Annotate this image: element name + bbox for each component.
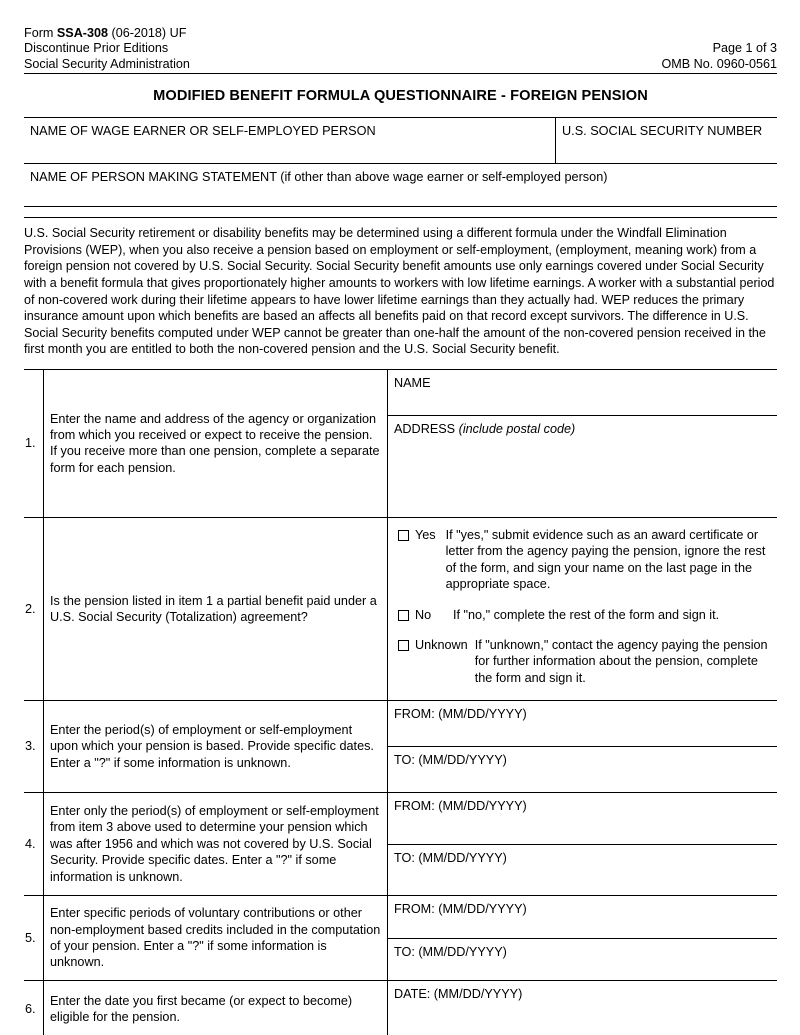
item-answer-area (388, 701, 777, 792)
table-row (24, 896, 777, 981)
eligibility-date-field[interactable] (388, 981, 777, 1002)
statement-name-field[interactable] (24, 164, 777, 207)
checkbox-no-icon[interactable] (398, 610, 409, 621)
form-header (24, 26, 777, 74)
period-from-field[interactable] (388, 701, 777, 747)
item-answer-area (388, 518, 777, 700)
form-edition-label: (06-2018) UF (108, 26, 187, 40)
page-number-label: Page 1 of 3 (712, 41, 777, 56)
option-yes[interactable] (398, 527, 773, 593)
period-to-field[interactable] (388, 747, 777, 791)
name-sublabel: NAME (394, 375, 431, 390)
option-no-label: No (415, 607, 432, 622)
item-question: Enter specific periods of voluntary contributions or other non-employment based credits included in the computation of your pension. Enter a "?" if some information is unknown. (44, 896, 388, 980)
omb-number-label: OMB No. 0960-0561 (661, 56, 777, 71)
from-sublabel: FROM: (MM/DD/YYYY) (394, 706, 527, 721)
totalization-options-group (388, 518, 777, 686)
to-sublabel: TO: (MM/DD/YYYY) (394, 850, 507, 865)
item-question: Enter the date you first became (or expect to become) eligible for the pension. (44, 981, 388, 1035)
item-number: 3. (24, 701, 44, 792)
pension-agency-address-field[interactable] (388, 416, 777, 516)
pension-agency-name-field[interactable] (388, 370, 777, 416)
item-number: 6. (24, 981, 44, 1035)
intro-paragraph: U.S. Social Security retirement or disability benefits may be determined using a different formula under the Windfall Elimination Provisions (WEP), when you also receive a pension based on employment or self-employment, (employment, meaning work) from a foreign pension not covered by U.S. Social Security. Social Security benefit amounts use only earnings covered under Social Security with a benefit formula that gives proportionately higher amounts to workers with low lifetime earnings. A worker with a substantial period of non-covered work during their lifetime appears to have lower lifetime earnings than they actually had. WEP reduces the primary insurance amount upon which benefits are based an affects all benefits paid on that record except survivors. The difference in U.S. Social Security benefits computed under WEP cannot be greater than one-half the amount of the non-covered pension received in the first month you are entitled to both the non-covered pension and the U.S. Social Security benefit. (24, 217, 777, 358)
item-number: 1. (24, 370, 44, 517)
ssn-field[interactable] (556, 118, 777, 163)
item-question: Is the pension listed in item 1 a partial benefit paid under a U.S. Social Security (Totalization) agreement? (44, 518, 388, 700)
agency-name-label: Social Security Administration (24, 56, 190, 71)
item-answer-area (388, 370, 777, 517)
item-number: 2. (24, 518, 44, 700)
period-from-field[interactable] (388, 793, 777, 845)
form-header-left (24, 26, 190, 72)
identity-block (24, 117, 777, 164)
option-no[interactable] (398, 607, 773, 623)
item-answer-area (388, 896, 777, 980)
address-sublabel-note: (include postal code) (458, 421, 576, 436)
form-number: SSA-308 (56, 26, 108, 40)
wage-earner-name-label: NAME OF WAGE EARNER OR SELF-EMPLOYED PERSON (30, 124, 376, 139)
to-sublabel: TO: (MM/DD/YYYY) (394, 944, 507, 959)
item-answer-area (388, 793, 777, 895)
option-yes-text: If "yes," submit evidence such as an award certificate or letter from the agency paying the pension, ignore the rest of the form, and sign your name on the last page in the appropriate space. (445, 527, 766, 592)
period-from-field[interactable] (388, 896, 777, 939)
discontinue-prior-editions-label: Discontinue Prior Editions (24, 41, 169, 56)
item-question: Enter only the period(s) of employment or self-employment from item 3 above used to determine your pension which was after 1956 and which was not covered by U.S. Social Security. Provide specific dates. Enter a "?" if some information is unknown. (44, 793, 388, 895)
form-header-right (661, 26, 777, 72)
item-answer-area (388, 981, 777, 1035)
form-identifier-line (24, 26, 190, 41)
option-unknown-text: If "unknown," contact the agency paying the pension for further information about the pension, complete the form and sign it. (474, 638, 768, 685)
table-row (24, 518, 777, 701)
wage-earner-name-field[interactable] (24, 118, 556, 163)
item-question: Enter the period(s) of employment or self-employment upon which your pension is based. Provide specific dates. Enter a "?" if some information is unknown. (44, 701, 388, 792)
checkbox-unknown-icon[interactable] (398, 640, 409, 651)
checkbox-yes-icon[interactable] (398, 530, 409, 541)
from-sublabel: FROM: (MM/DD/YYYY) (394, 798, 527, 813)
page-title: MODIFIED BENEFIT FORMULA QUESTIONNAIRE - FOREIGN PENSION (153, 88, 648, 105)
period-to-field[interactable] (388, 845, 777, 894)
address-sublabel: ADDRESS (394, 421, 459, 436)
item-question: Enter the name and address of the agency or organization from which you received or expect to receive the pension. If you receive more than one pension, complete a separate form for each pension. (44, 370, 388, 517)
item-number: 4. (24, 793, 44, 895)
table-row (24, 701, 777, 793)
item-number: 5. (24, 896, 44, 980)
from-sublabel: FROM: (MM/DD/YYYY) (394, 901, 527, 916)
statement-name-label: NAME OF PERSON MAKING STATEMENT (if other than above wage earner or self-employed person) (30, 170, 608, 185)
option-unknown[interactable] (398, 637, 773, 686)
date-sublabel: DATE: (MM/DD/YYYY) (394, 986, 523, 1001)
form-sheet (24, 26, 777, 1035)
table-row (24, 981, 777, 1035)
items-table (24, 369, 777, 1035)
ssn-label: U.S. SOCIAL SECURITY NUMBER (562, 124, 763, 139)
period-to-field[interactable] (388, 939, 777, 979)
table-row (24, 370, 777, 518)
table-row (24, 793, 777, 896)
option-no-text: If "no," complete the rest of the form and sign it. (453, 607, 720, 622)
option-yes-label: Yes (415, 527, 436, 542)
form-prefix-label: Form (24, 26, 57, 40)
to-sublabel: TO: (MM/DD/YYYY) (394, 752, 507, 767)
option-unknown-label: Unknown (415, 638, 468, 652)
